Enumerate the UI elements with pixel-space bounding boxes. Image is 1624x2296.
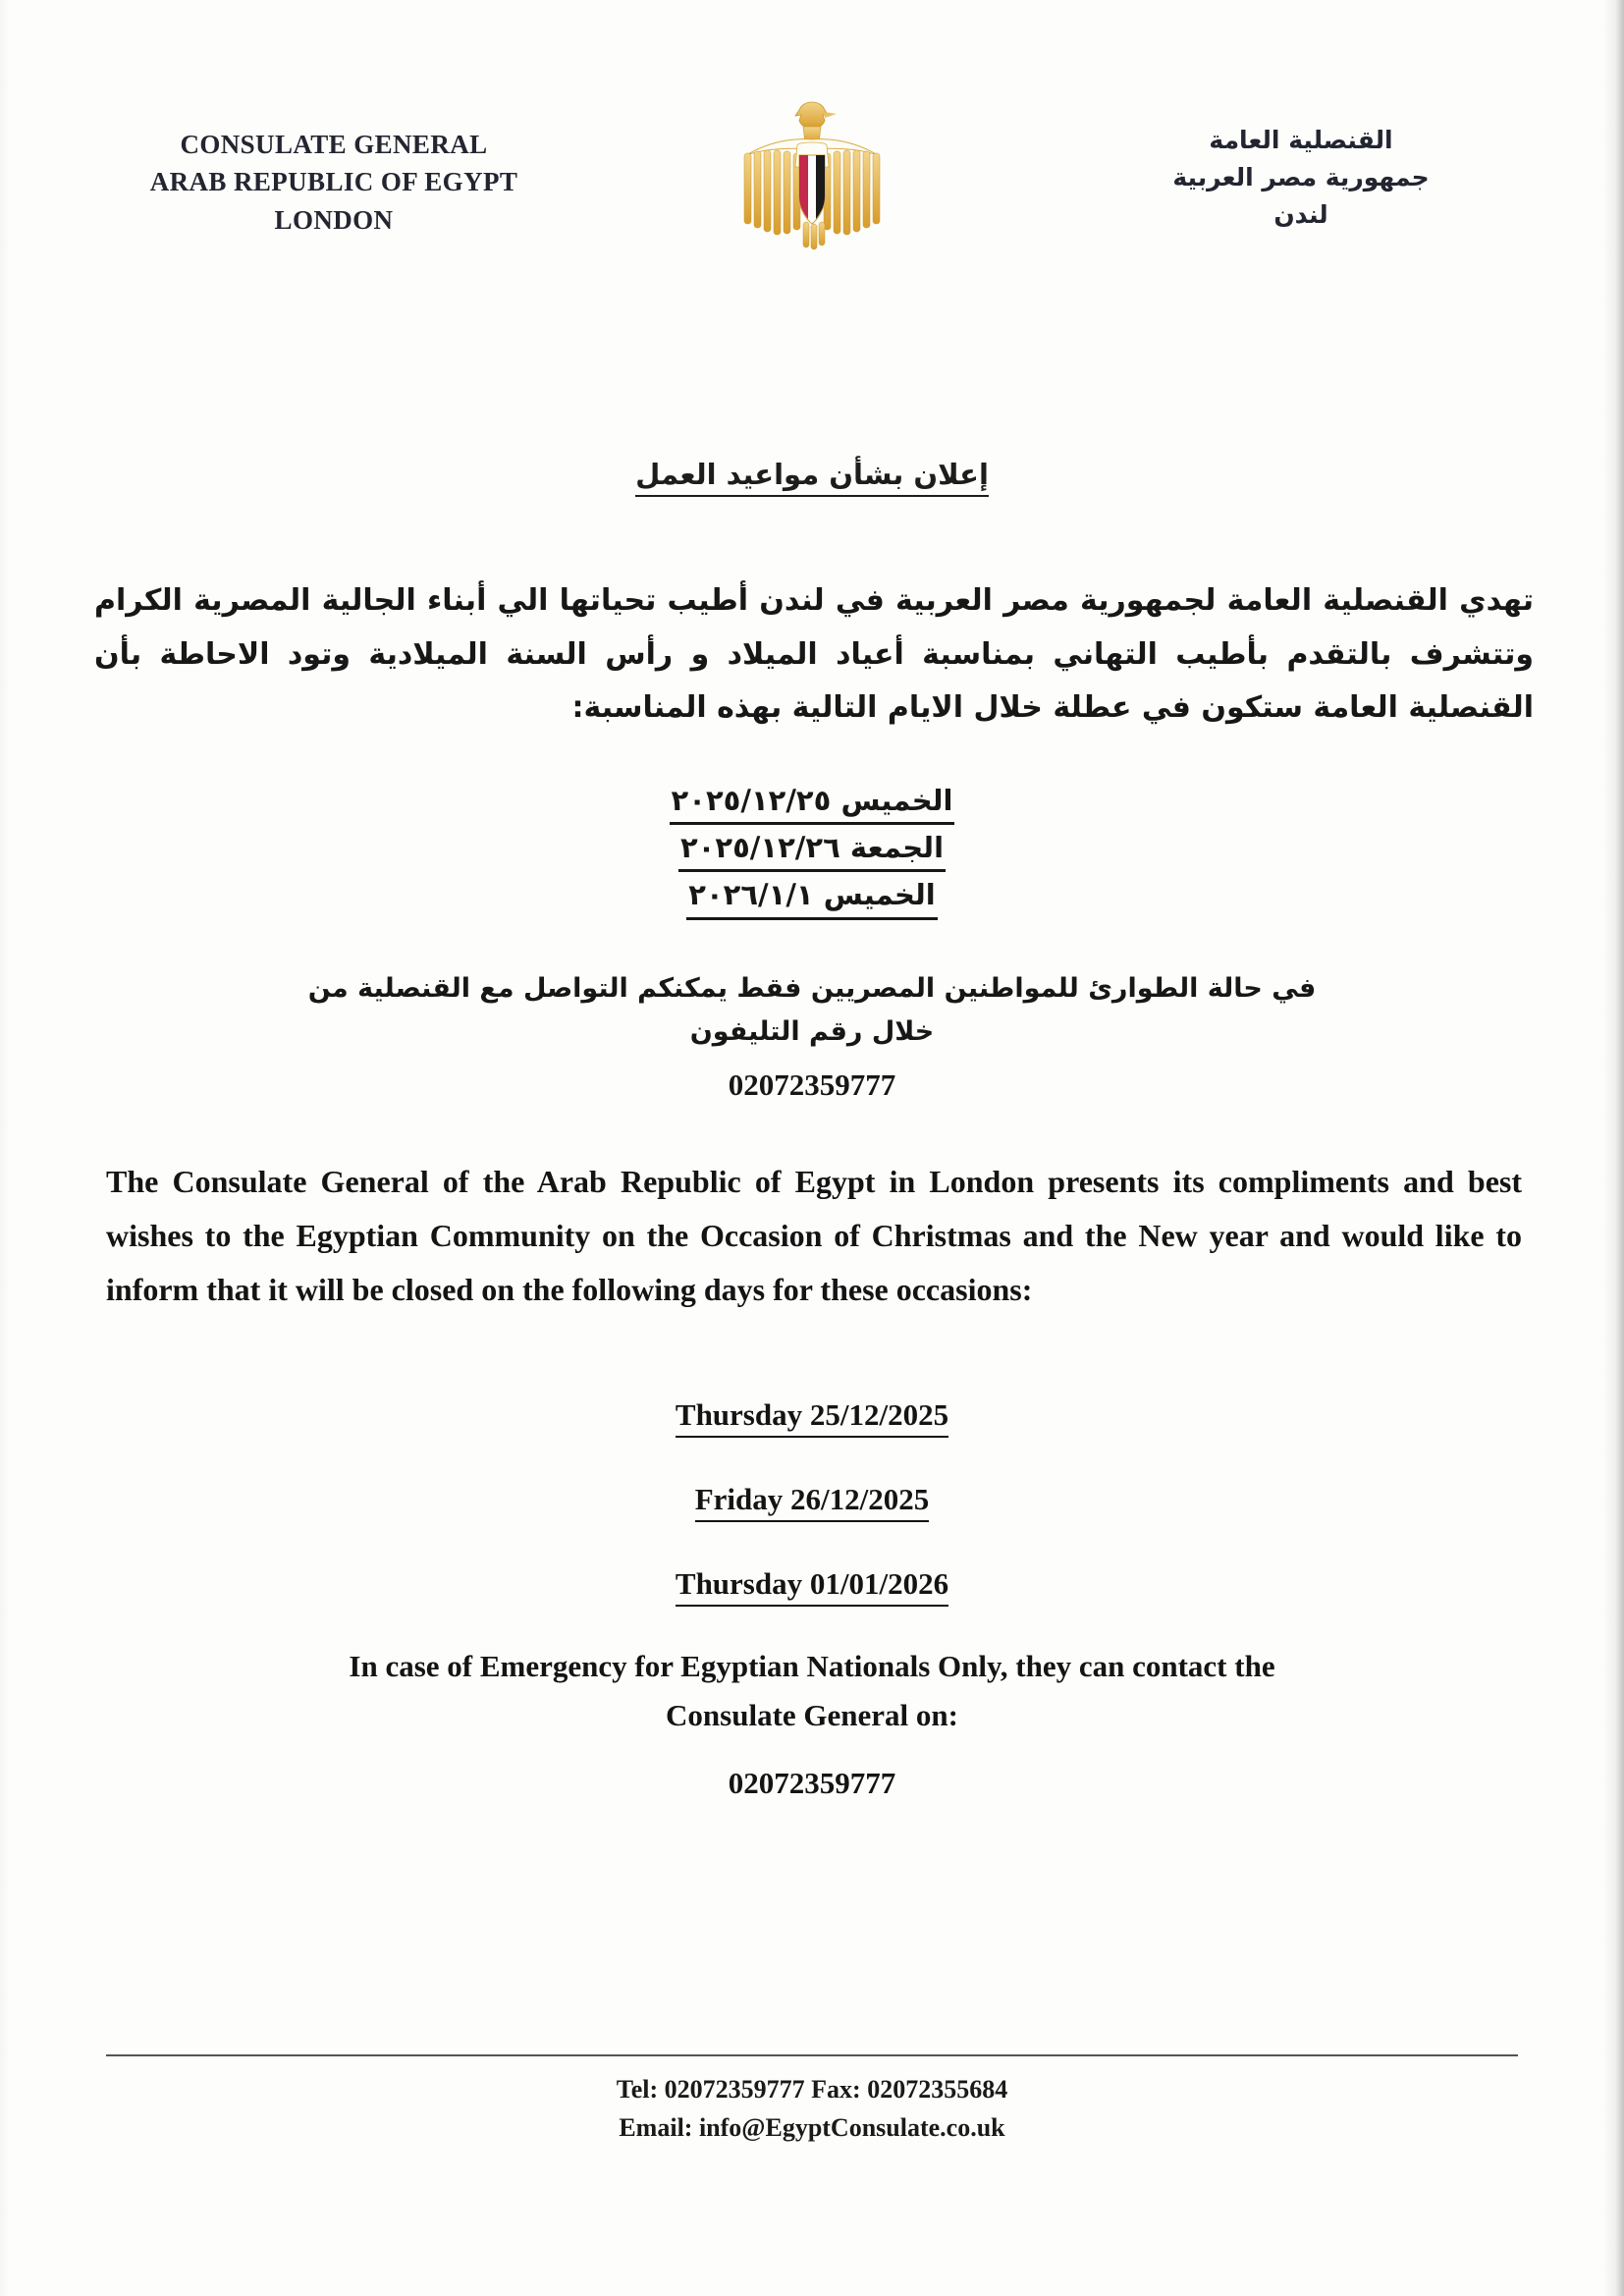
english-body-paragraph: The Consulate General of the Arab Republic of Egypt in London presents its compliments and best wishes to the Egyptian Community on the Occasion of Christmas and the New year and would like to inform that it will be closed on the following days for these occasions: — [106, 1164, 1522, 1308]
english-date-3: Thursday 01/01/2026 — [676, 1566, 948, 1607]
arabic-date-row — [0, 875, 1624, 919]
english-date-row — [0, 1397, 1624, 1438]
arabic-emergency-phone: 02072359777 — [728, 1067, 896, 1102]
eagle-of-saladin-emblem — [738, 94, 886, 251]
letterhead-arabic-line-2: جمهورية مصر العربية — [1172, 163, 1430, 191]
footer-email: Email: info@EgyptConsulate.co.uk — [619, 2113, 1005, 2142]
english-emergency-phone: 02072359777 — [728, 1766, 896, 1800]
english-emergency-notice — [0, 1642, 1624, 1740]
arabic-emergency-line-2: خلال رقم التليفون — [689, 1015, 935, 1047]
scan-edge-right — [1602, 0, 1624, 2296]
english-date-2: Friday 26/12/2025 — [695, 1482, 930, 1522]
english-date-1: Thursday 25/12/2025 — [676, 1397, 948, 1438]
letterhead-english — [98, 126, 569, 239]
footer-contact — [0, 2070, 1624, 2147]
english-date-row — [0, 1482, 1624, 1522]
arabic-announcement-title — [0, 458, 1624, 491]
arabic-date-2: الجمعة ٢٠٢٥/١٢/٢٦ — [678, 828, 946, 872]
arabic-body-paragraph: تهدي القنصلية العامة لجمهورية مصر العربية في لندن أطيب تحياتها الي أبناء الجالية المصرية الكرام وتتشرف بالتقدم بأطيب التهاني بمناسبة أعياد الميلاد و رأس السنة الميلادية وتود الاحاطة بأن القنصلية العامة ستكون في عطلة خلال الايام التالية بهذه المناسبة: — [94, 583, 1534, 726]
arabic-date-1: الخميس ٢٠٢٥/١٢/٢٥ — [670, 781, 955, 825]
letterhead-arabic-line-3: لندن — [1273, 200, 1328, 229]
letterhead-arabic-line-1: القنصلية العامة — [1209, 126, 1393, 154]
letterhead-english-line-3: LONDON — [274, 204, 394, 235]
footer-tel-fax: Tel: 02072359777 Fax: 02072355684 — [616, 2075, 1008, 2104]
arabic-announcement-title-text: إعلان بشأن مواعيد العمل — [635, 458, 989, 497]
arabic-emergency-line-1: في حالة الطوارئ للمواطنين المصريين فقط يمكنكم التواصل مع القنصلية من — [307, 973, 1317, 1004]
letterhead-english-line-2: ARAB REPUBLIC OF EGYPT — [149, 167, 518, 197]
english-emergency-line-2: Consulate General on: — [666, 1698, 958, 1733]
english-holiday-dates — [0, 1397, 1624, 1651]
arabic-date-row — [0, 828, 1624, 872]
letterhead — [79, 106, 1545, 283]
letterhead-english-line-1: CONSULATE GENERAL — [180, 130, 488, 159]
arabic-emergency-notice — [0, 967, 1624, 1053]
footer-divider — [106, 2054, 1518, 2056]
arabic-date-3: الخميس ٢٠٢٦/١/١ — [686, 875, 938, 919]
english-emergency-line-1: In case of Emergency for Egyptian Nationals Only, they can contact the — [349, 1649, 1275, 1683]
english-date-row — [0, 1566, 1624, 1607]
scan-edge-left — [0, 0, 10, 2296]
arabic-holiday-dates — [0, 781, 1624, 923]
letterhead-arabic — [1070, 122, 1532, 234]
arabic-date-row — [0, 781, 1624, 825]
